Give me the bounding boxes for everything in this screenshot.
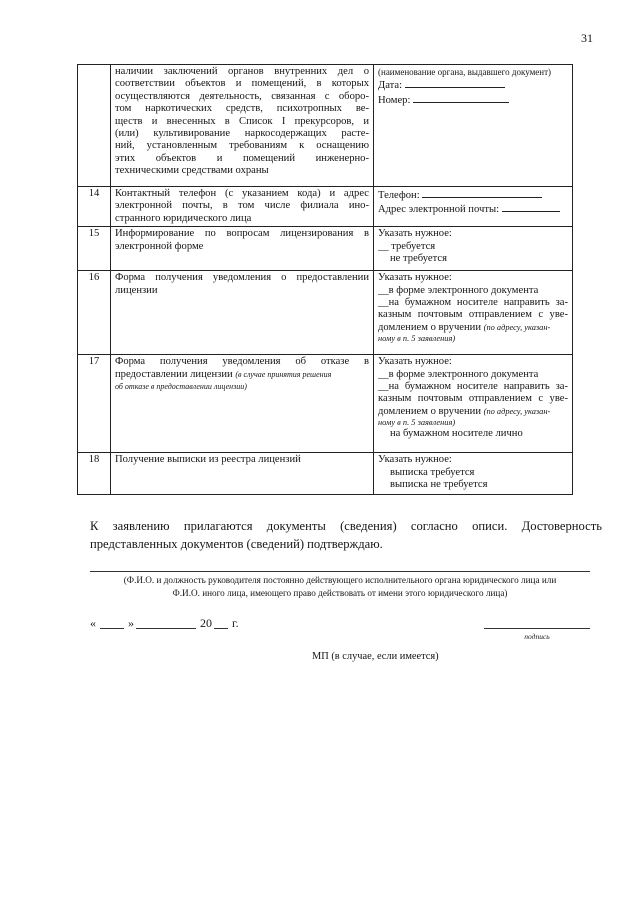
- option-extract-not-required[interactable]: выписка не требуется: [390, 479, 488, 491]
- address-note: (по адресу, указан-: [483, 406, 551, 416]
- stamp-note: МП (в случае, если имеется): [312, 651, 439, 662]
- year-blank[interactable]: [214, 628, 228, 629]
- row-value: [374, 355, 573, 453]
- option-paper-mail[interactable]: __на бумажном носителе направить за-: [378, 297, 568, 309]
- row-description: [111, 271, 374, 355]
- desc-line: ществ и внесенных в Список I прекурсоров, и: [115, 115, 369, 127]
- table-row: [78, 271, 573, 355]
- signatory-line[interactable]: [90, 571, 590, 572]
- address-note: ному в п. 5 заявления): [378, 334, 456, 344]
- option-text: домлением о вручении: [378, 405, 482, 417]
- row-value: [374, 65, 573, 187]
- desc-note: (в случае принятия решения: [235, 369, 332, 379]
- date-close-quote: »: [128, 616, 134, 630]
- date-label: Дата:: [378, 80, 403, 92]
- address-note: ному в п. 5 заявления): [378, 418, 456, 428]
- desc-line: [115, 369, 369, 381]
- option-electronic[interactable]: __в форме электронного документа: [378, 368, 539, 380]
- row-number: 16: [78, 271, 111, 355]
- desc-line: осуществляются деятельность, связанная с оборо-: [115, 90, 369, 102]
- row-number: [78, 65, 111, 187]
- row-value: [374, 453, 573, 495]
- choice-header: Указать нужное:: [378, 454, 452, 466]
- option-extract-required[interactable]: выписка требуется: [390, 466, 475, 478]
- address-note: (по адресу, указан-: [483, 322, 551, 332]
- row-number: 17: [78, 355, 111, 453]
- issuer-caption: (наименование органа, выдавшего документ): [378, 67, 552, 77]
- table-row: [78, 453, 573, 495]
- desc-line: этих объектов и помещений инженерно-: [115, 152, 369, 164]
- option-paper-in-person[interactable]: на бумажном носителе лично: [390, 428, 523, 440]
- choice-header: Указать нужное:: [378, 272, 452, 284]
- table-row: [78, 65, 573, 187]
- date-field[interactable]: [378, 78, 568, 92]
- row-description: [111, 65, 374, 187]
- application-table: [77, 64, 573, 495]
- desc-line: ний, установленным требованиям к оснащению: [115, 140, 369, 152]
- row-number: 15: [78, 227, 111, 271]
- number-blank[interactable]: [413, 93, 509, 103]
- signature-label: подпись: [524, 632, 550, 641]
- option-paper-mail-cont: казным почтовым отправлением с уве-: [378, 309, 568, 321]
- phone-blank[interactable]: [422, 188, 542, 198]
- option-paper-mail-cont: казным почтовым отправлением с уве-: [378, 393, 568, 405]
- row-value: [374, 271, 573, 355]
- desc-note: об отказе в предоставлении лицензии): [115, 382, 247, 392]
- email-blank[interactable]: [502, 202, 560, 212]
- option-text: домлением о вручении: [378, 321, 482, 333]
- number-field[interactable]: [378, 93, 568, 107]
- option-not-required[interactable]: не требуется: [390, 253, 447, 265]
- option-paper-mail-cont: [378, 322, 568, 334]
- page-number: 31: [581, 31, 593, 45]
- desc-line: соответствии объектов и помещений, в которых: [115, 78, 369, 90]
- year-suffix: г.: [232, 616, 239, 630]
- desc-text: предоставлении лицензии: [115, 368, 233, 380]
- desc-line: странного юридического лица: [115, 212, 252, 224]
- row-number: 18: [78, 453, 111, 495]
- option-paper-mail-cont: [378, 406, 568, 418]
- desc-line: (или) культивирование наркосодержащих расте-: [115, 128, 369, 140]
- desc-line: техническими средствами охраны: [115, 165, 269, 177]
- date-open-quote: «: [90, 616, 96, 630]
- row-number: 14: [78, 187, 111, 227]
- date-blank[interactable]: [405, 78, 505, 88]
- day-blank[interactable]: [100, 628, 124, 629]
- phone-label: Телефон:: [378, 190, 420, 201]
- desc-line: электронной почты, в том числе филиала ино-: [115, 200, 369, 212]
- desc-line: Контактный телефон (с указанием кода) и адрес: [115, 188, 369, 199]
- signature-line[interactable]: [484, 628, 590, 629]
- desc-line: наличии заключений органов внутренних дел о: [115, 66, 369, 77]
- row-description: [111, 355, 374, 453]
- choice-header: Указать нужное:: [378, 356, 452, 368]
- desc-line: Информирование по вопросам лицензирования в: [115, 228, 369, 240]
- row-value: [374, 227, 573, 271]
- signatory-caption-line: Ф.И.О. иного лица, имеющего право действовать от имени этого юридического лица): [172, 588, 508, 598]
- number-label: Номер:: [378, 94, 411, 106]
- desc-line: электронной форме: [115, 240, 204, 252]
- signatory-caption: [90, 574, 590, 600]
- desc-line: том наркотических средств, психотропных ве-: [115, 103, 369, 115]
- desc-line: Форма получения уведомления об отказе в: [115, 356, 369, 368]
- attachment-statement: К заявлению прилагаются документы (сведения) согласно описи. Достоверность представленных документов (сведений) подтверждаю.: [90, 519, 602, 551]
- table-row: [78, 187, 573, 227]
- choice-header: Указать нужное:: [378, 228, 452, 240]
- desc-line: Форма получения уведомления о предоставлении: [115, 272, 369, 284]
- year-prefix: 20: [200, 616, 212, 630]
- row-value: [374, 187, 573, 227]
- table-row: [78, 227, 573, 271]
- email-field[interactable]: [378, 202, 568, 216]
- option-required[interactable]: __ требуется: [378, 240, 436, 252]
- desc-line: Получение выписки из реестра лицензий: [115, 454, 301, 466]
- option-electronic[interactable]: __в форме электронного документа: [378, 284, 539, 296]
- table-row: [78, 355, 573, 453]
- phone-field[interactable]: [378, 188, 568, 202]
- row-description: [111, 187, 374, 227]
- option-paper-mail[interactable]: __на бумажном носителе направить за-: [378, 381, 568, 393]
- desc-line: лицензии: [115, 284, 158, 296]
- row-description: [111, 227, 374, 271]
- signatory-caption-line: (Ф.И.О. и должность руководителя постоянно действующего исполнительного органа юридического лица или: [123, 575, 557, 585]
- email-label: Адрес электронной почты:: [378, 204, 500, 216]
- row-description: [111, 453, 374, 495]
- month-blank[interactable]: [136, 628, 196, 629]
